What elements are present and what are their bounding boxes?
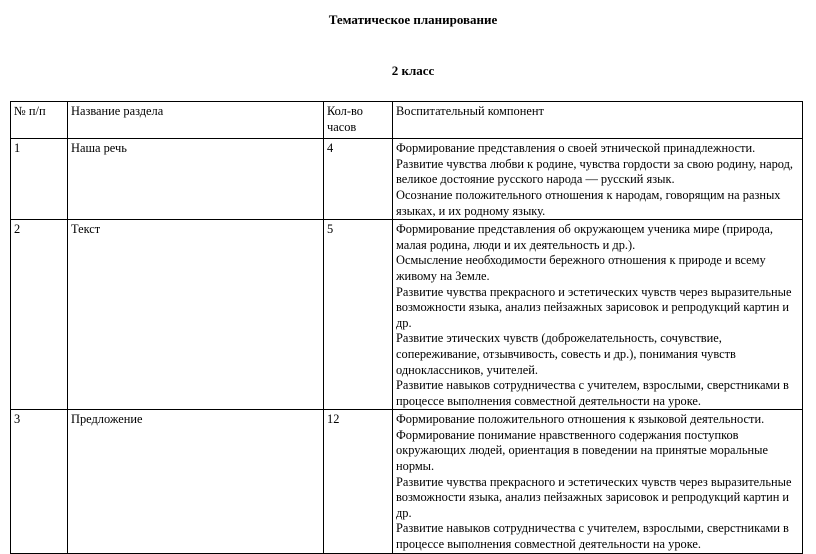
header-num: № п/п: [11, 102, 68, 139]
component-item: Развитие навыков сотрудничества с учителем, взрослыми, сверстниками в процессе выполнения совместной деятельности на уроке.: [396, 378, 789, 408]
header-section: Название раздела: [68, 102, 324, 139]
row-component: [393, 139, 803, 220]
grade-heading: 2 класс: [391, 63, 435, 78]
table-row: [11, 410, 803, 553]
component-item: Осознание положительного отношения к народам, говорящим на разных языках, и их родному языку.: [396, 187, 781, 218]
row-num: 1: [11, 139, 68, 220]
document-title: Тематическое планирование: [328, 12, 498, 27]
header-hours: Кол-во часов: [324, 102, 393, 139]
row-section: Наша речь: [68, 139, 324, 220]
component-item: Осмысление необходимости бережного отношения к природе и всему живому на Земле.: [396, 253, 766, 283]
component-item: Формирование понимание нравственного содержания поступков окружающих людей, ориентация в поведении на принятые моральные нормы.: [396, 427, 768, 474]
row-num: 3: [11, 410, 68, 553]
row-num: 2: [11, 220, 68, 410]
component-item: Формирование представления об окружающем ученика мире (природа, малая родина, люди и их деятельность и др.).: [396, 222, 773, 252]
row-section: Предложение: [68, 410, 324, 553]
component-item: Развитие чувства любви к родине, чувства гордости за свою родину, народ, великое достояние русского народа — русский язык.: [396, 156, 794, 187]
row-section: Текст: [68, 220, 324, 410]
component-item: Формирование представления о своей этнической принадлежности.: [396, 141, 756, 156]
planning-table: [10, 101, 803, 554]
component-item: Развитие чувства прекрасного и эстетических чувств через выразительные возможности языка, анализ пейзажных зарисовок и репродукций картин и др.: [396, 474, 792, 520]
component-item: Формирование положительного отношения к языковой деятельности.: [396, 412, 765, 427]
header-component: Воспитательный компонент: [393, 102, 803, 139]
table-header-row: [11, 102, 803, 139]
table-row: [11, 220, 803, 410]
component-item: Развитие навыков сотрудничества с учителем, взрослыми, сверстниками в процессе выполнения совместной деятельности на уроке.: [396, 521, 789, 552]
row-hours: 5: [324, 220, 393, 410]
component-item: Развитие этических чувств (доброжелательность, сочувствие, сопереживание, отзывчивость, совесть и др.), понимания чувств одноклассников, учителей.: [396, 331, 736, 377]
row-component: [393, 410, 803, 553]
component-item: Развитие чувства прекрасного и эстетических чувств через выразительные возможности языка, анализ пейзажных зарисовок и репродукций картин и др.: [396, 284, 792, 330]
row-component: [393, 220, 803, 410]
row-hours: 4: [324, 139, 393, 220]
row-hours: 12: [324, 410, 393, 553]
table-row: [11, 139, 803, 220]
